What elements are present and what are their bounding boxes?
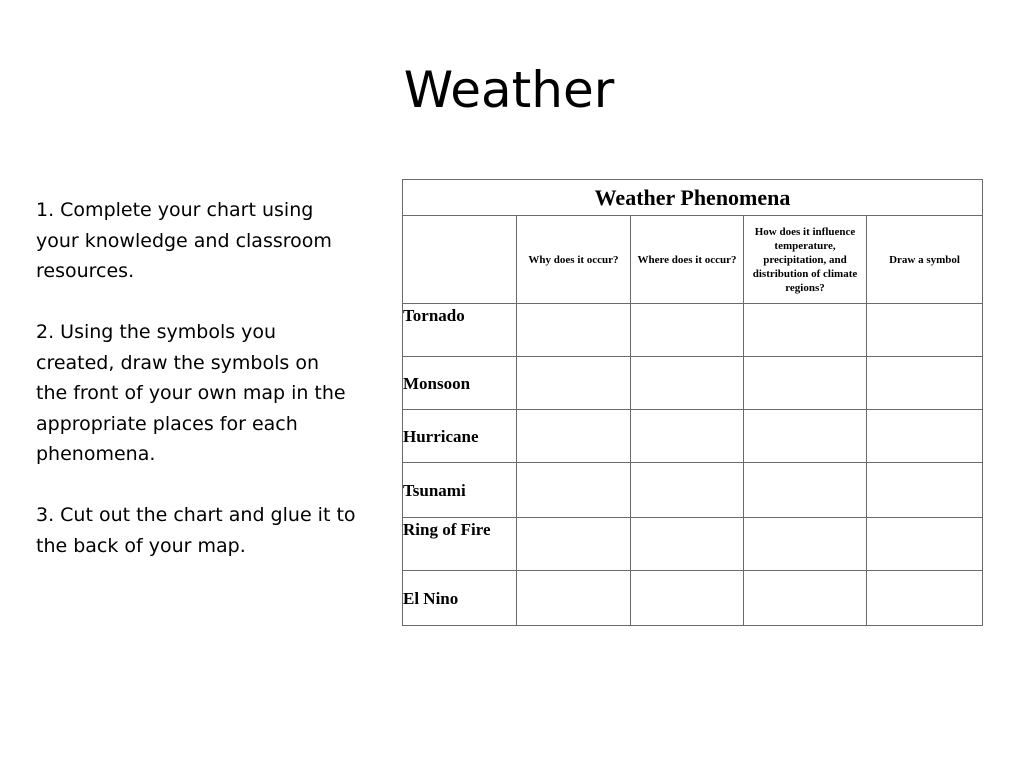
answer-cell[interactable] bbox=[631, 304, 744, 357]
slide-title: Weather bbox=[403, 61, 615, 119]
column-header-influence: How does it influence temperature, precipitation, and distribution of climate regions? bbox=[744, 216, 867, 304]
instruction-2: 2. Using the symbols you created, draw the symbols on the front of your own map in the appropriate places for each phenomena. bbox=[36, 321, 346, 465]
instruction-3: 3. Cut out the chart and glue it to the back of your map. bbox=[36, 504, 356, 557]
row-label-tornado: Tornado bbox=[403, 304, 517, 357]
answer-cell[interactable] bbox=[744, 304, 867, 357]
column-header-symbol: Draw a symbol bbox=[867, 216, 983, 304]
table-row bbox=[403, 357, 983, 410]
answer-cell[interactable] bbox=[867, 463, 983, 518]
answer-cell[interactable] bbox=[517, 571, 631, 626]
table-row bbox=[403, 463, 983, 518]
answer-cell[interactable] bbox=[744, 518, 867, 571]
table-row bbox=[403, 410, 983, 463]
answer-cell[interactable] bbox=[744, 571, 867, 626]
answer-cell[interactable] bbox=[867, 357, 983, 410]
row-label-el-nino: El Nino bbox=[403, 571, 517, 626]
column-header-why: Why does it occur? bbox=[517, 216, 631, 304]
instructions bbox=[36, 195, 356, 592]
answer-cell[interactable] bbox=[867, 571, 983, 626]
answer-cell[interactable] bbox=[631, 357, 744, 410]
table-row bbox=[403, 571, 983, 626]
answer-cell[interactable] bbox=[867, 410, 983, 463]
column-header-blank bbox=[403, 216, 517, 304]
answer-cell[interactable] bbox=[744, 410, 867, 463]
row-label-ring-of-fire: Ring of Fire bbox=[403, 518, 517, 571]
answer-cell[interactable] bbox=[517, 410, 631, 463]
table-row bbox=[403, 304, 983, 357]
row-label-monsoon: Monsoon bbox=[403, 357, 517, 410]
answer-cell[interactable] bbox=[517, 357, 631, 410]
answer-cell[interactable] bbox=[631, 410, 744, 463]
answer-cell[interactable] bbox=[517, 304, 631, 357]
answer-cell[interactable] bbox=[867, 518, 983, 571]
row-label-hurricane: Hurricane bbox=[403, 410, 517, 463]
answer-cell[interactable] bbox=[744, 463, 867, 518]
table-row bbox=[403, 518, 983, 571]
header-row bbox=[403, 216, 983, 304]
weather-phenomena-chart bbox=[402, 179, 983, 626]
chart-title: Weather Phenomena bbox=[403, 180, 983, 216]
answer-cell[interactable] bbox=[631, 571, 744, 626]
answer-cell[interactable] bbox=[517, 518, 631, 571]
column-header-where: Where does it occur? bbox=[631, 216, 744, 304]
row-label-tsunami: Tsunami bbox=[403, 463, 517, 518]
instruction-1: 1. Complete your chart using your knowledge and classroom resources. bbox=[36, 199, 332, 282]
answer-cell[interactable] bbox=[631, 518, 744, 571]
answer-cell[interactable] bbox=[631, 463, 744, 518]
answer-cell[interactable] bbox=[517, 463, 631, 518]
answer-cell[interactable] bbox=[867, 304, 983, 357]
answer-cell[interactable] bbox=[744, 357, 867, 410]
